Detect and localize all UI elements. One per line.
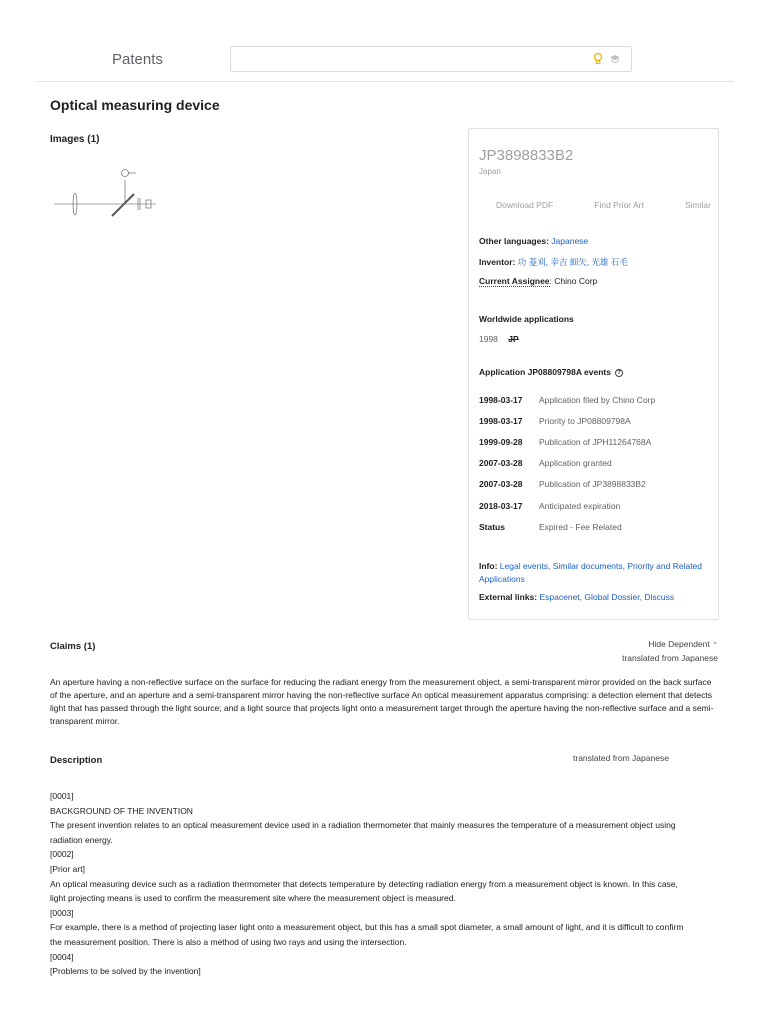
event-text: Anticipated expiration (539, 500, 621, 511)
similar-link[interactable]: Similar (685, 200, 711, 210)
info-row (479, 560, 707, 586)
inventor-label: Inventor: (479, 257, 516, 267)
claim-text: An aperture having a non-reflective surface on the surface for reducing the radiant energy from the measurement object, a semi-transparent mirror provided on the back surface of the aperture, and an aperture and a semi-transparent mirror having the non-reflective surface An optical measurement apparatus comprising: a detection element that detects light that has passed through the light source; and a light source that projects light onto a measurement target through the aperture having the non-reflective surface and a semi-transparent mirror. (50, 677, 714, 726)
card-actions (479, 200, 711, 210)
hide-dependent-label: Hide Dependent (648, 639, 710, 649)
other-languages-link[interactable]: Japanese (551, 236, 589, 246)
publication-number: JP3898833B2 (479, 147, 574, 164)
inventor-row (479, 256, 628, 268)
graduation-cap-icon[interactable] (609, 53, 621, 65)
description-line: [0004] (50, 951, 74, 962)
claims-heading: Claims (1) (50, 641, 96, 652)
inventor-link[interactable]: 功 菱刈, 幸吉 細矢, 光雄 石毛 (517, 257, 628, 267)
event-text: Publication of JPH11264768A (539, 436, 652, 447)
description-line: [Prior art] (50, 863, 85, 874)
images-label: Images (1) (50, 134, 100, 145)
help-icon[interactable]: ? (615, 369, 623, 377)
brand-label[interactable]: Patents (112, 51, 163, 68)
external-links-row (479, 591, 707, 604)
assignee-value: : Chino Corp (549, 276, 598, 286)
assignee-row (479, 276, 597, 286)
description-line: [0001] (50, 791, 74, 801)
status-row (479, 516, 711, 537)
event-text: Publication of JP3898833B2 (539, 479, 646, 490)
top-bar (36, 38, 734, 82)
other-languages-row (479, 236, 588, 246)
external-links-label: External links: (479, 592, 538, 602)
event-date: 1998-03-17 (479, 415, 523, 426)
patent-drawing-thumbnail[interactable] (50, 160, 162, 232)
event-row (479, 431, 711, 452)
other-languages-label: Other languages: (479, 236, 549, 246)
worldwide-country-link[interactable]: JP (508, 334, 519, 344)
page-title: Optical measuring device (50, 97, 220, 113)
worldwide-year: 1998 (479, 334, 498, 344)
patent-info-card (468, 128, 719, 620)
description-body (50, 789, 690, 979)
event-row (479, 410, 711, 431)
event-row (479, 495, 711, 516)
events-heading-label: Application JP08809798A events (479, 367, 611, 377)
info-links[interactable]: Legal events, Similar documents, Priority and Related Applications (479, 561, 703, 584)
event-date: 1999-09-28 (479, 436, 523, 447)
worldwide-heading: Worldwide applications (479, 314, 574, 324)
worldwide-row (479, 334, 519, 344)
events-list (479, 389, 711, 537)
description-line: BACKGROUND OF THE INVENTION (50, 805, 193, 816)
event-row (479, 389, 711, 410)
lightbulb-icon[interactable] (593, 52, 603, 66)
event-text: Priority to JP08809798A (539, 415, 631, 426)
event-date: 1998-03-17 (479, 394, 523, 405)
claims-translated-note: translated from Japanese (622, 653, 718, 663)
description-line: For example, there is a method of projecting laser light onto a measurement object, but this has a small spot diameter, a small amount of light, and it is difficult to confirm the measurement position. There is also a method of using two rays and using the intersection. (50, 922, 684, 947)
country-label: Japan (479, 167, 501, 176)
info-section (479, 560, 707, 604)
search-icons (593, 52, 621, 66)
find-prior-art-link[interactable]: Find Prior Art (594, 200, 644, 210)
description-line: [0003] (50, 907, 74, 918)
description-line: [0002] (50, 849, 74, 860)
external-links[interactable]: Espacenet, Global Dossier, Discuss (539, 592, 675, 602)
description-heading: Description (50, 755, 103, 766)
description-line: The present invention relates to an optical measurement device used in a radiation thermometer that mainly measures the temperature of a measurement object using radiation energy. (50, 820, 676, 845)
download-pdf-link[interactable]: Download PDF (496, 200, 554, 210)
event-date: 2007-03-28 (479, 458, 523, 469)
assignee-label: Current Assignee (479, 276, 550, 286)
status-label: Status (479, 521, 505, 532)
event-date: 2018-03-17 (479, 500, 523, 511)
event-date: 2007-03-28 (479, 479, 523, 490)
description-line: An optical measuring device such as a radiation thermometer that detects temperature by detecting radiation energy from a measurement object is known. In this case, light projecting means is used to confirm the measurement site where the measurement object is measured. (50, 878, 678, 904)
event-row (479, 474, 711, 495)
description-translated-note: translated from Japanese (573, 753, 669, 763)
chevron-up-icon: ⌃ (712, 642, 718, 649)
events-heading (479, 367, 623, 377)
status-value: Expired - Fee Related (539, 521, 622, 532)
event-row (479, 453, 711, 474)
event-text: Application filed by Chino Corp (539, 394, 656, 405)
hide-dependent-button[interactable] (648, 639, 718, 649)
event-text: Application granted (539, 458, 612, 469)
description-line: [Problems to be solved by the invention] (50, 966, 201, 977)
info-label: Info: (479, 561, 498, 571)
search-input[interactable] (230, 46, 632, 72)
